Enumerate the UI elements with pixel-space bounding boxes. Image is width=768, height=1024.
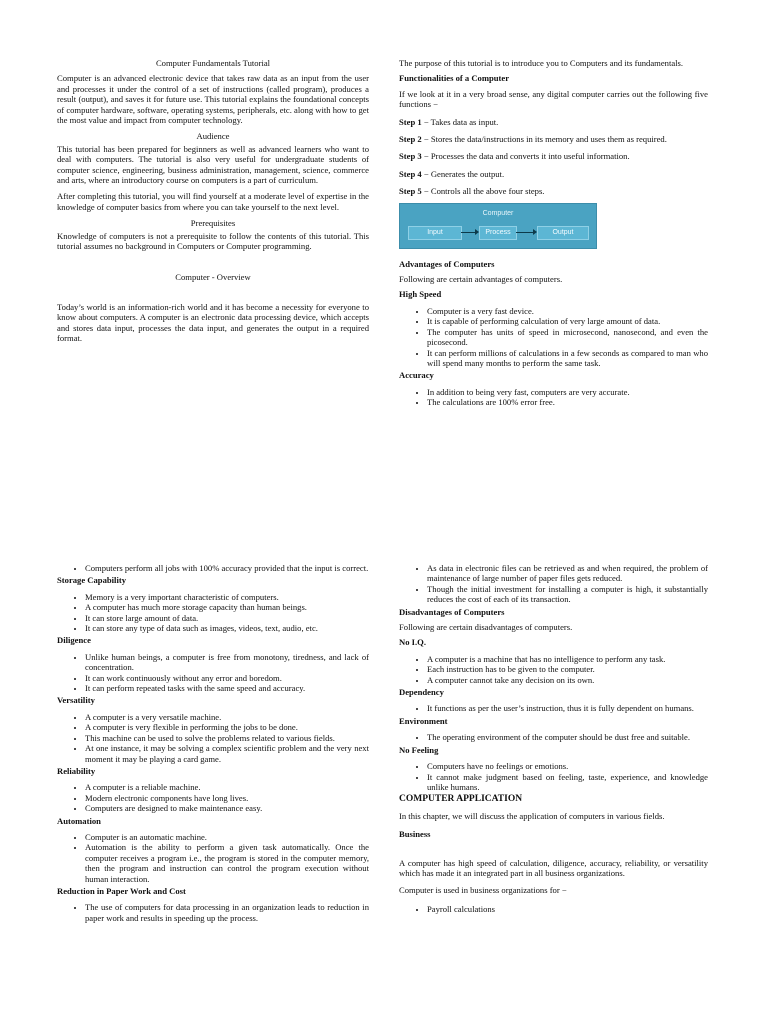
step-3-label: Step 3: [399, 151, 422, 162]
step-4-text: − Generates the output.: [421, 168, 505, 179]
dependency-list: [399, 703, 708, 713]
reliability-heading: Reliability: [57, 765, 96, 776]
step-1-text: − Takes data as input.: [421, 116, 499, 127]
list-item: • This machine can be used to solve the problems related to various fields.: [85, 733, 369, 743]
list-item: • Memory is a very important characteristic of computers.: [85, 592, 369, 602]
list-item: • The calculations are 100% error free.: [427, 397, 708, 407]
high-speed-heading: High Speed: [399, 289, 442, 300]
list-item: • It can store large amount of data.: [85, 613, 369, 623]
list-item: • It can work continuously without any error and boredom.: [85, 673, 369, 683]
computer-application-heading: COMPUTER APPLICATION: [399, 794, 523, 805]
disadvantages-intro: Following are certain disadvantages of computers.: [399, 622, 573, 633]
overview-heading: Computer - Overview: [175, 271, 251, 282]
storage-heading: Storage Capability: [57, 575, 126, 586]
list-item: • Payroll calculations: [427, 904, 708, 914]
step-5: [399, 186, 708, 196]
diagram-process-box: Process: [479, 226, 517, 240]
column-bottom-right: [399, 563, 708, 916]
environment-heading: Environment: [399, 715, 448, 726]
dependency-heading: Dependency: [399, 687, 444, 698]
list-item: • A computer is a reliable machine.: [85, 782, 369, 792]
list-item: • Computers perform all jobs with 100% accuracy provided that the input is correct.: [85, 563, 369, 573]
no-iq-heading: No I.Q.: [399, 637, 426, 648]
list-item: • Computer is an automatic machine.: [85, 832, 369, 842]
diagram-title: Computer: [482, 209, 514, 217]
versatility-list: [57, 712, 369, 764]
list-item: • Though the initial investment for installing a computer is high, it substantially reduces the cost of each of its transaction.: [427, 584, 708, 605]
advantages-heading: Advantages of Computers: [399, 258, 495, 269]
high-speed-list: [399, 306, 708, 368]
list-item: • Computers are designed to make maintenance easy.: [85, 803, 369, 813]
computer-function-diagram: [399, 203, 597, 249]
list-item: • It can perform repeated tasks with the same speed and accuracy.: [85, 683, 369, 693]
list-item: • At one instance, it may be solving a complex scientific problem and the very next moment it may be playing a card game.: [85, 743, 369, 764]
diagram-arrow-2: [516, 232, 534, 233]
business-heading: Business: [399, 829, 431, 840]
list-item: • Unlike human beings, a computer is free from monotony, tiredness, and lack of concentration.: [85, 652, 369, 673]
step-2: [399, 134, 708, 144]
list-item: • It functions as per the user’s instruction, thus it is fully dependent on humans.: [427, 703, 708, 713]
reduction-list: [57, 902, 369, 923]
intro-paragraph: Computer is an advanced electronic device that takes raw data as an input from the user and processes it under the control of a set of instructions (called program), produces a result (output), and saves it for future use. This tutorial explains the foundational concepts of computer hardware, software, operating systems, peripherals, etc. along with how to get the most value and impact from computer technology.: [57, 73, 369, 126]
step-4: [399, 169, 708, 179]
no-feeling-heading: No Feeling: [399, 744, 439, 755]
list-item: • In addition to being very fast, computers are very accurate.: [427, 387, 708, 397]
list-item: • Automation is the ability to perform a given task automatically. Once the computer receives a program i.e., the program is stored in the computer memory, then the program and instruction can control the program execution without human interaction.: [85, 842, 369, 884]
list-item: • It cannot make judgment based on feeling, taste, experience, and knowledge unlike humans.: [427, 772, 708, 793]
versatility-heading: Versatility: [57, 695, 95, 706]
doc-title: Computer Fundamentals Tutorial: [155, 58, 271, 68]
storage-list: [57, 592, 369, 634]
audience-paragraph-1: This tutorial has been prepared for beginners as well as advanced learners who want to deal with computers. The tutorial is also very useful for undergraduate students of computer science, engineering, business administration, management, science, commerce and arts, where an introductory course on computers is a part of curriculum.: [57, 143, 369, 186]
list-item: • Computer is a very fast device.: [427, 306, 708, 316]
diligence-list: [57, 652, 369, 694]
environment-list: [399, 732, 708, 742]
list-item: • Modern electronic components have long lives.: [85, 793, 369, 803]
step-4-label: Step 4: [399, 168, 422, 179]
diligence-heading: Diligence: [57, 635, 91, 646]
application-intro: In this chapter, we will discuss the application of computers in various fields.: [399, 810, 665, 821]
overview-paragraph: Today’s world is an information-rich world and it has become a necessity for everyone to know about computers. A computer is an electronic data processing device, which accepts and stores data input, processes the data input, and generates the output in a required format.: [57, 301, 369, 344]
reduction-continued-list: [399, 563, 708, 605]
step-3: [399, 151, 708, 161]
step-5-label: Step 5: [399, 186, 422, 197]
step-5-text: − Controls all the above four steps.: [421, 186, 545, 197]
column-top-left: [57, 58, 369, 350]
business-used-for: Computer is used in business organizations for −: [399, 885, 567, 896]
automation-heading: Automation: [57, 815, 101, 826]
step-2-label: Step 2: [399, 134, 422, 145]
step-3-text: − Processes the data and converts it into useful information.: [421, 151, 630, 162]
disadvantages-heading: Disadvantages of Computers: [399, 606, 505, 617]
list-item: • The operating environment of the computer should be dust free and suitable.: [427, 732, 708, 742]
list-item: • A computer is very flexible in performing the jobs to be done.: [85, 722, 369, 732]
prerequisites-heading: Prerequisites: [190, 218, 236, 229]
list-item: • Each instruction has to be given to the computer.: [427, 664, 708, 674]
column-top-right: [399, 58, 708, 410]
list-item: • It can store any type of data such as images, videos, text, audio, etc.: [85, 623, 369, 633]
audience-paragraph-2: After completing this tutorial, you will find yourself at a moderate level of expertise in the knowledge of computer basics from where you can take yourself to the next level.: [57, 191, 369, 212]
step-2-text: − Stores the data/instructions in its memory and uses them as required.: [421, 134, 667, 145]
reliability-list: [57, 782, 369, 813]
prerequisites-paragraph: Knowledge of computers is not a prerequisite to follow the contents of this tutorial. This tutorial assumes no background in Computers or Computer programming.: [57, 230, 369, 252]
list-item: • A computer cannot take any decision on its own.: [427, 675, 708, 685]
diagram-arrow-1: [461, 232, 476, 233]
reduction-heading: Reduction in Paper Work and Cost: [57, 885, 186, 896]
business-paragraph: A computer has high speed of calculation, diligence, accuracy, reliability, or versatility which has made it an integrated part in all business organizations.: [399, 857, 708, 878]
business-list: [399, 904, 708, 914]
no-feeling-list: [399, 761, 708, 792]
accuracy-heading: Accuracy: [399, 370, 434, 381]
step-1-label: Step 1: [399, 116, 422, 127]
list-item: • It is capable of performing calculation of very large amount of data.: [427, 316, 708, 326]
diagram-output-box: Output: [537, 226, 589, 240]
accuracy-continued-list: [57, 563, 369, 573]
list-item: • It can perform millions of calculations in a few seconds as compared to man who will spend many months to perform the same task.: [427, 348, 708, 369]
functionalities-heading: Functionalities of a Computer: [399, 73, 510, 84]
accuracy-list: [399, 387, 708, 408]
advantages-intro: Following are certain advantages of computers.: [399, 274, 563, 285]
step-1: [399, 117, 708, 127]
list-item: • A computer is a very versatile machine.: [85, 712, 369, 722]
automation-list: [57, 832, 369, 884]
diagram-input-box: Input: [408, 226, 462, 240]
list-item: • The computer has units of speed in microsecond, nanosecond, and even the picosecond.: [427, 327, 708, 348]
purpose-paragraph: The purpose of this tutorial is to introduce you to Computers and its fundamentals.: [399, 58, 684, 68]
audience-heading: Audience: [196, 131, 230, 142]
list-item: • A computer is a machine that has no intelligence to perform any task.: [427, 654, 708, 664]
no-iq-list: [399, 654, 708, 685]
list-item: • The use of computers for data processing in an organization leads to reduction in paper work and results in speeding up the process.: [85, 902, 369, 923]
list-item: • As data in electronic files can be retrieved as and when required, the problem of maintenance of large number of paper files gets reduced.: [427, 563, 708, 584]
functionalities-intro: If we look at it in a very broad sense, any digital computer carries out the following five functions −: [399, 88, 708, 110]
list-item: • Computers have no feelings or emotions.: [427, 761, 708, 771]
list-item: • A computer has much more storage capacity than human beings.: [85, 602, 369, 612]
column-bottom-left: [57, 563, 369, 925]
